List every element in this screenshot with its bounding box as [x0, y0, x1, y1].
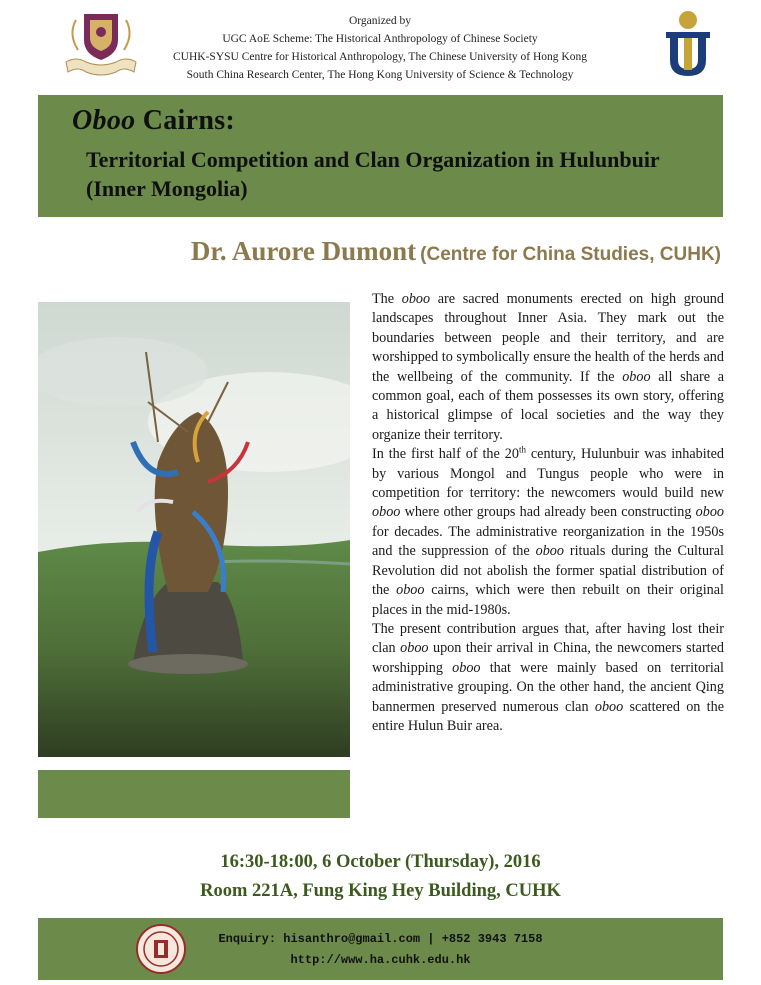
event-datetime: 16:30-18:00, 6 October (Thursday), 2016: [220, 852, 541, 872]
event-venue: Room 221A, Fung King Hey Building, CUHK: [200, 881, 561, 901]
hkust-logo: [662, 10, 714, 80]
organizer-line: UGC AoE Scheme: The Historical Anthropology of Chinese Society: [222, 33, 538, 45]
page-subtitle: Territorial Competition and Clan Organization in Hulunbuir (Inner Mongolia): [86, 147, 660, 201]
title-main-rest: Cairns:: [142, 105, 236, 136]
organizer-line: South China Research Center, The Hong Kong University of Science & Technology: [186, 69, 574, 81]
organized-by-label: Organized by: [348, 15, 412, 27]
website-link[interactable]: http://www.ha.cuhk.edu.hk: [290, 953, 471, 967]
organizer-line: CUHK-SYSU Centre for Historical Anthropology, The Chinese University of Hong Kong: [173, 51, 587, 63]
page-title: [72, 105, 235, 137]
cuhk-crest-logo: [62, 10, 140, 80]
photo-accent-bar: [38, 770, 350, 818]
footer-bar: [38, 918, 723, 980]
oboo-cairn-photo: [38, 302, 350, 757]
speaker-line: [191, 236, 721, 267]
speaker-affiliation: (Centre for China Studies, CUHK): [420, 244, 721, 265]
speaker-name: Dr. Aurore Dumont: [190, 236, 417, 266]
title-italic-word: Oboo: [72, 105, 136, 136]
abstract-text: The oboo are sacred monuments erected on high ground landscapes throughout Inner Asia. They mark out the boundaries between people and their territory, and are worshipped to symbolically ensure the health of the herds and the wellbeing of the community. If the oboo all share a common goal, each of them possesses its own story, offering a historical glimpse of local societies and the way they organize their territory. In the first half of the 20th century, Hulunbuir was inhabited by various Mongol and Tungus people who were in competition for territory: the newcomers would build new oboo where other groups had already been constructing oboo for decades. The administrative reorganization in the 1950s and the suppression of the oboo rituals during the Cultural Revolution did not abolish the former spatial distribution of the oboo cairns, which were then rebuilt on their original places in the mid-1980s. The present contribution argues that, after having lost their clan oboo upon their arrival in China, the newcomers started worshipping oboo that were mainly based on territorial administrative grouping. On the other hand, the ancient Qing bannermen preserved numerous clan oboo scattered on the entire Hulun Buir area.: [372, 291, 724, 734]
enquiry-line: Enquiry: hisanthro@gmail.com | +852 3943 7158: [218, 932, 543, 946]
title-banner: [38, 95, 723, 217]
